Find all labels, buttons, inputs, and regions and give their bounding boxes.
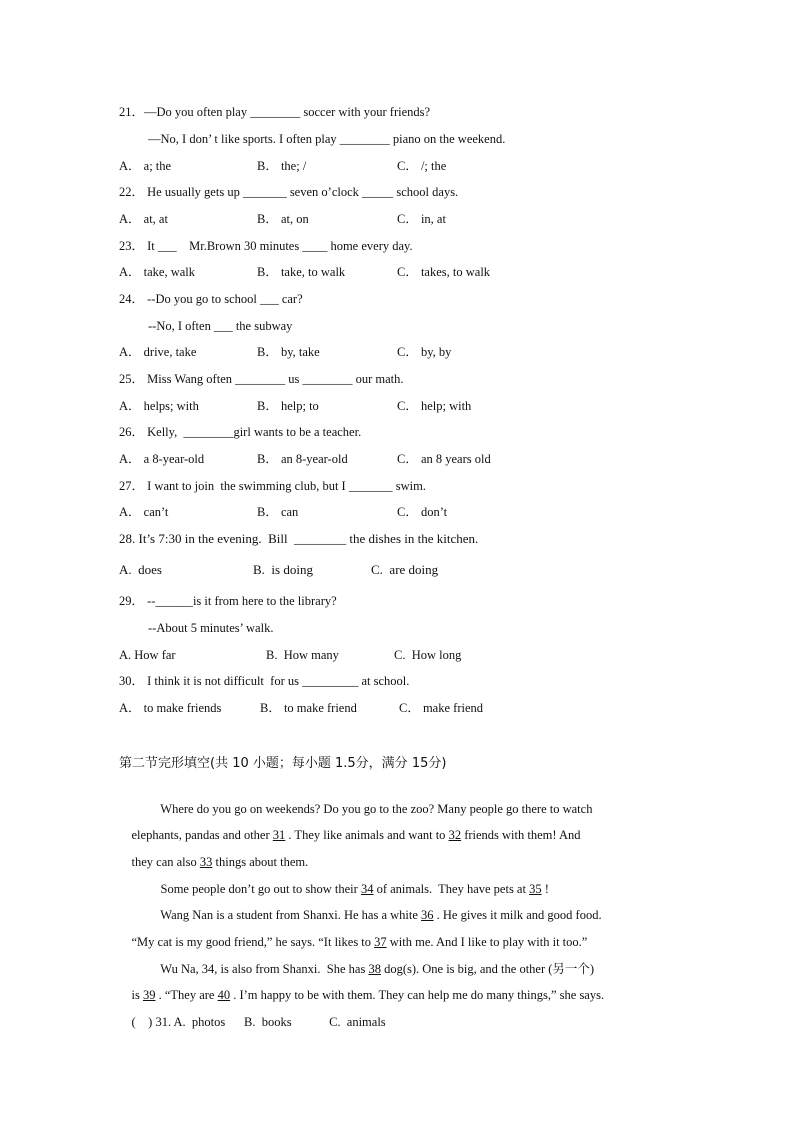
question-23-option-a: A． take, walk	[119, 265, 196, 279]
blank-32: 32	[448, 828, 462, 842]
passage-text: is	[131, 988, 143, 1002]
question-22-option-b: B． at, on	[257, 212, 309, 226]
blank-38: 38	[368, 962, 381, 976]
passage-text: Wu Na, 34, is also from Shanxi. She has	[160, 962, 369, 976]
question-29-option-a: A. How far	[119, 648, 176, 662]
question-28-line-1: 28. It’s 7:30 in the evening. Bill ________ the dishes in the kitchen.	[119, 531, 479, 546]
passage-text: Wang Nan is a student from Shanxi. He has a white	[160, 908, 422, 922]
passage-text: !	[541, 882, 549, 896]
question-21-line-2: —No, I don’ t like sports. I often play ________ piano on the weekend.	[148, 132, 506, 146]
passage-text: with me. And I like to play with it too.”	[386, 935, 588, 949]
passage-text: . They like animals and want to	[285, 828, 449, 842]
question-30-option-c: C． make friend	[399, 701, 484, 715]
question-24-option-c: C． by, by	[397, 345, 452, 359]
question-29-line-2: --About 5 minutes’ walk.	[148, 621, 274, 635]
question-21-option-c: C． /; the	[397, 159, 447, 173]
blank-36: 36	[421, 908, 434, 922]
passage-text: friends with them! And	[461, 828, 581, 842]
question-26-option-b: B． an 8-year-old	[257, 452, 348, 466]
blank-40: 40	[217, 988, 231, 1002]
question-28-option-c: C. are doing	[371, 562, 439, 577]
question-26-option-c: C． an 8 years old	[397, 452, 491, 466]
blank-34: 34	[360, 882, 374, 896]
question-29-option-b: B. How many	[266, 648, 339, 662]
question-28-option-a: A. does	[119, 562, 162, 577]
question-28-option-b: B. is doing	[253, 562, 313, 577]
passage-text: they can also	[131, 855, 200, 869]
question-24-line-1: 24． --Do you go to school ___ car?	[119, 292, 303, 306]
question-27-option-a: A． can’t	[119, 505, 169, 519]
question-24-option-b: B． by, take	[257, 345, 320, 359]
passage-text: . He gives it milk and good food.	[433, 908, 602, 922]
blank-33: 33	[199, 855, 213, 869]
question-22-line-1: 22． He usually gets up _______ seven o’clock _____ school days.	[119, 185, 459, 199]
passage-text: dog(s). One is big, and the other (另一个)	[380, 962, 595, 976]
passage-text: Where do you go on weekends? Do you go to the zoo? Many people go there to watch	[160, 802, 593, 816]
question-22-option-a: A． at, at	[119, 212, 168, 226]
question-24-option-a: A． drive, take	[119, 345, 197, 359]
blank-35: 35	[529, 882, 542, 896]
question-23-line-1: 23． It ___ Mr.Brown 30 minutes ____ home every day.	[119, 239, 413, 253]
passage-text: Some people don’t go out to show their	[160, 882, 361, 896]
passage-text: “My cat is my good friend,” he says. “It likes to	[131, 935, 375, 949]
question-29-line-1: 29． --______is it from here to the library?	[119, 594, 337, 608]
passage-text: elephants, pandas and other	[131, 828, 273, 842]
question-27-line-1: 27． I want to join the swimming club, but I _______ swim.	[119, 479, 426, 493]
question-25-option-c: C． help; with	[397, 399, 472, 413]
blank-37: 37	[374, 935, 387, 949]
question-23-option-c: C． takes, to walk	[397, 265, 491, 279]
question-27-option-b: B． can	[257, 505, 299, 519]
question-29-option-c: C. How long	[394, 648, 462, 662]
question-25-option-b: B． help; to	[257, 399, 319, 413]
question-30-option-a: A． to make friends	[119, 701, 222, 715]
passage-text: . I’m happy to be with them. They can help me do many things,” she says.	[230, 988, 605, 1002]
passage-text: of animals. They have pets at	[373, 882, 530, 896]
question-25-line-1: 25． Miss Wang often ________ us ________ our math.	[119, 372, 404, 386]
question-24-line-2: --No, I often ___ the subway	[148, 319, 293, 333]
passage-text: . “They are	[155, 988, 218, 1002]
question-21-option-a: A． a; the	[119, 159, 172, 173]
blank-31: 31	[272, 828, 286, 842]
question-21-line-1: 21．—Do you often play ________ soccer with your friends?	[119, 105, 431, 119]
passage-text: things about them.	[212, 855, 309, 869]
question-21-option-b: B． the; /	[257, 159, 307, 173]
question-31-options	[119, 998, 386, 1046]
question-30-option-b: B． to make friend	[260, 701, 357, 715]
question-26-option-a: A． a 8-year-old	[119, 452, 205, 466]
question-27-option-c: C． don’t	[397, 505, 448, 519]
question-25-option-a: A． helps; with	[119, 399, 199, 413]
question-23-option-b: B． take, to walk	[257, 265, 346, 279]
question-31-text: ( ) 31. A. photos B. books C. animals	[131, 1015, 386, 1029]
question-30-line-1: 30． I think it is not difficult for us _________ at school.	[119, 674, 410, 688]
section-title: 第二节完形填空(共 10 小题；每小题 1.5分，满分 15分)	[119, 756, 447, 771]
blank-39: 39	[142, 988, 156, 1002]
question-26-line-1: 26． Kelly, ________girl wants to be a teacher.	[119, 425, 362, 439]
question-22-option-c: C． in, at	[397, 212, 446, 226]
